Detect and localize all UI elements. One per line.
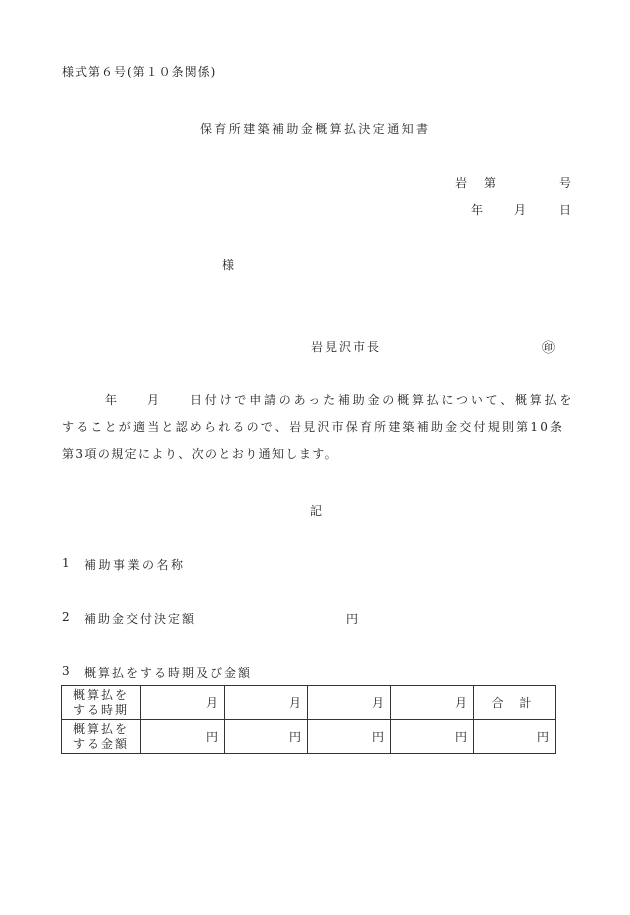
amount-cell: 円: [141, 720, 225, 754]
body-month: 月: [147, 393, 160, 407]
item-1-label: 補助事業の名称: [84, 558, 186, 572]
seal-mark: ㊞: [542, 341, 556, 356]
amount-cell: 円: [308, 720, 391, 754]
body-line-1: 日付けで申請のあった補助金の概算払について、概算払を: [190, 393, 575, 407]
amount-cell: 円: [391, 720, 474, 754]
sender-name: 岩見沢市長: [311, 340, 382, 354]
month-cell: 月: [141, 686, 225, 720]
body-line-3: 第3項の規定により、次のとおり通知します。: [62, 447, 339, 461]
item-2-label: 補助金交付決定額: [84, 612, 197, 626]
table-row: [62, 686, 556, 720]
amount-cell: 円: [225, 720, 308, 754]
doc-ref-dai: 第: [484, 176, 497, 190]
body-line-2: することが適当と認められるので、岩見沢市保育所建築補助金交付規則第10条: [62, 420, 565, 434]
table-row: [62, 720, 556, 754]
row-header-amount: 概算払を する金額: [62, 720, 141, 754]
date-year: 年: [471, 203, 484, 217]
doc-ref-prefix: 岩: [455, 176, 468, 190]
addressee-suffix: 様: [222, 258, 235, 272]
total-amount-cell: 円: [474, 720, 556, 754]
month-cell: 月: [391, 686, 474, 720]
doc-ref-go: 号: [559, 176, 572, 190]
item-2-unit: 円: [346, 612, 359, 626]
date-month: 月: [514, 203, 527, 217]
ki-heading: 記: [310, 504, 323, 518]
item-3-label: 概算払をする時期及び金額: [84, 666, 253, 680]
form-number: 様式第６号(第１０条関係): [62, 65, 217, 79]
total-header-cell: 合 計: [474, 686, 556, 720]
item-1-number: 1: [62, 556, 70, 570]
document-title: 保育所建築補助金概算払決定通知書: [200, 122, 431, 136]
month-cell: 月: [308, 686, 391, 720]
item-3-number: 3: [62, 664, 70, 678]
payment-schedule-table: [61, 685, 556, 754]
row-header-timing: 概算払を する時期: [62, 686, 141, 720]
month-cell: 月: [225, 686, 308, 720]
date-day: 日: [559, 203, 572, 217]
body-year: 年: [105, 393, 118, 407]
item-2-number: 2: [62, 610, 70, 624]
